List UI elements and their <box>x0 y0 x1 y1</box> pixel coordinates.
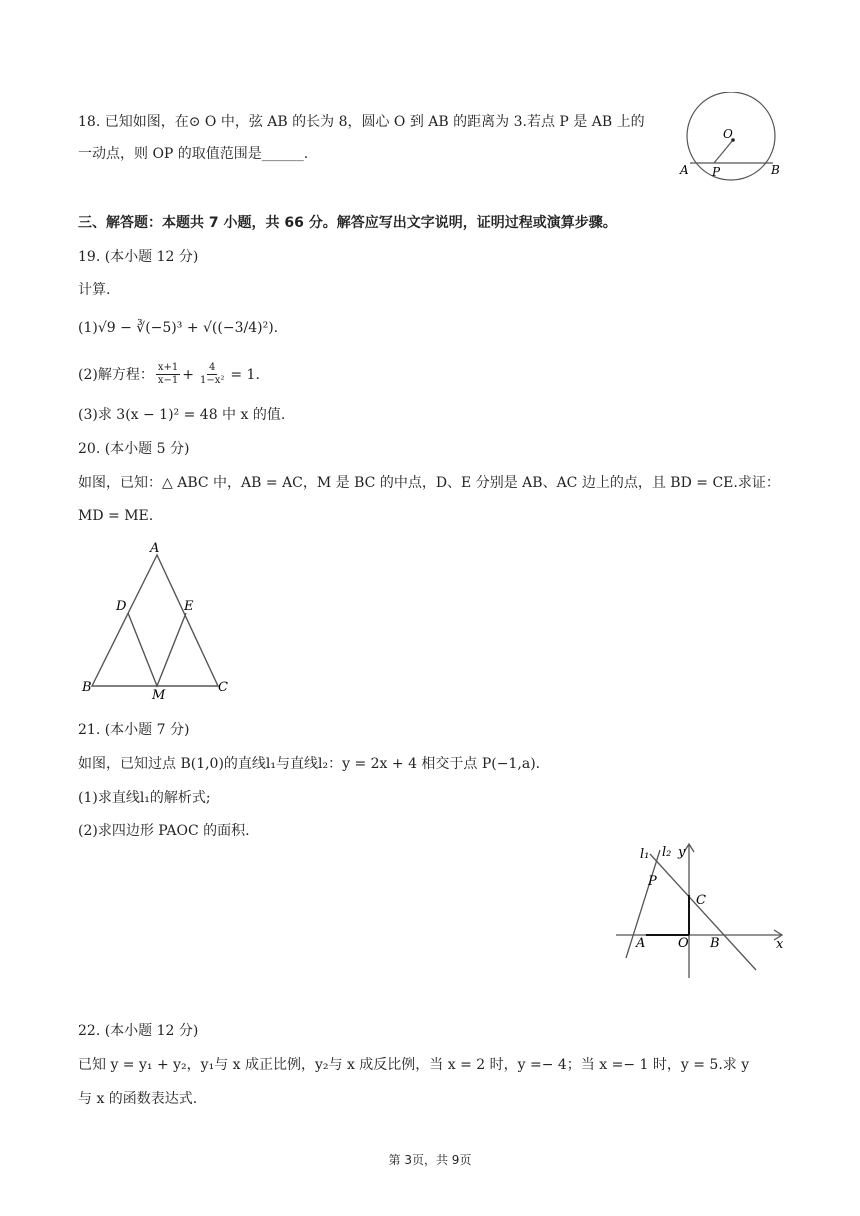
label-o: O <box>678 936 689 951</box>
q21-line1: 如图，已知过点 B(1,0)的直线l₁与直线l₂：y = 2x + 4 相交于点 P(−1,a). <box>78 756 541 772</box>
label-a: A <box>636 936 646 951</box>
q19-part3: (3)求 3(x − 1)² = 48 中 x 的值. <box>78 407 286 423</box>
label-b: B <box>710 936 720 951</box>
q19-part2-suffix: = 1. <box>230 366 260 383</box>
q20-line2: MD = ME. <box>78 508 154 524</box>
triangle-abc <box>92 555 218 686</box>
q19-part2 <box>78 362 260 387</box>
fraction-2-numerator: 4 <box>208 362 216 373</box>
q20-title: 20. (本小题 5 分) <box>78 441 190 457</box>
label-l1: l₁ <box>640 847 650 862</box>
label-a: A <box>680 163 689 177</box>
label-c: C <box>696 893 706 908</box>
fraction-1-denominator: x−1 <box>157 375 179 386</box>
page-footer: 第 3页，共 9页 <box>388 1153 472 1167</box>
section-heading: 三、解答题：本题共 7 小题，共 66 分。解答应写出文字说明，证明过程或演算步骤。 <box>78 215 617 231</box>
label-p: P <box>648 874 657 889</box>
label-a: A <box>150 541 160 556</box>
label-m: M <box>152 688 166 703</box>
label-d: D <box>116 599 127 614</box>
label-l2: l₂ <box>662 845 672 860</box>
graph-figure <box>610 838 790 984</box>
q19-intro: 计算. <box>78 282 111 298</box>
label-c: C <box>218 680 228 695</box>
label-b: B <box>771 163 780 177</box>
circle-figure <box>676 92 786 184</box>
q19-part1: (1)√9 − ∛(−5)³ + √((−3/4)²). <box>78 320 279 336</box>
fraction-1 <box>156 362 180 387</box>
label-p: P <box>712 165 721 179</box>
label-x: x <box>776 937 784 952</box>
segments-dm-me <box>128 613 186 686</box>
q18-line2: 一动点，则 OP 的取值范围是______. <box>78 146 309 162</box>
q22-line2: 与 x 的函数表达式. <box>78 1091 198 1107</box>
q21-part1: (1)求直线l₁的解析式; <box>78 790 211 806</box>
fraction-2-denominator: 1−x² <box>199 375 225 386</box>
q19-part2-prefix: (2)解方程： <box>78 366 154 383</box>
line-l1 <box>650 854 756 970</box>
label-y: y <box>678 845 686 860</box>
q18-line1: 18. 已知如图，在⊙ O 中，弦 AB 的长为 8，圆心 O 到 AB 的距离为 3.若点 P 是 AB 上的 <box>78 114 645 130</box>
q19-title: 19. (本小题 12 分) <box>78 249 199 265</box>
label-e: E <box>184 599 194 614</box>
fraction-2 <box>198 362 226 387</box>
fraction-1-numerator: x+1 <box>157 362 179 373</box>
q21-part2: (2)求四边形 PAOC 的面积. <box>78 823 250 839</box>
segment-op <box>714 140 733 163</box>
q21-title: 21. (本小题 7 分) <box>78 722 190 738</box>
plus-sign: + <box>182 366 194 383</box>
label-o: O <box>723 127 733 141</box>
q22-line1: 已知 y = y₁ + y₂，y₁与 x 成正比例，y₂与 x 成反比例，当 x = 2 时，y =− 4；当 x =− 1 时，y = 5.求 y <box>78 1057 750 1073</box>
q20-line1: 如图，已知：△ ABC 中，AB = AC，M 是 BC 的中点，D、E 分别是 AB、AC 边上的点，且 BD = CE.求证： <box>78 475 780 491</box>
q22-title: 22. (本小题 12 分) <box>78 1023 199 1039</box>
label-b: B <box>82 680 92 695</box>
triangle-figure <box>78 538 238 704</box>
